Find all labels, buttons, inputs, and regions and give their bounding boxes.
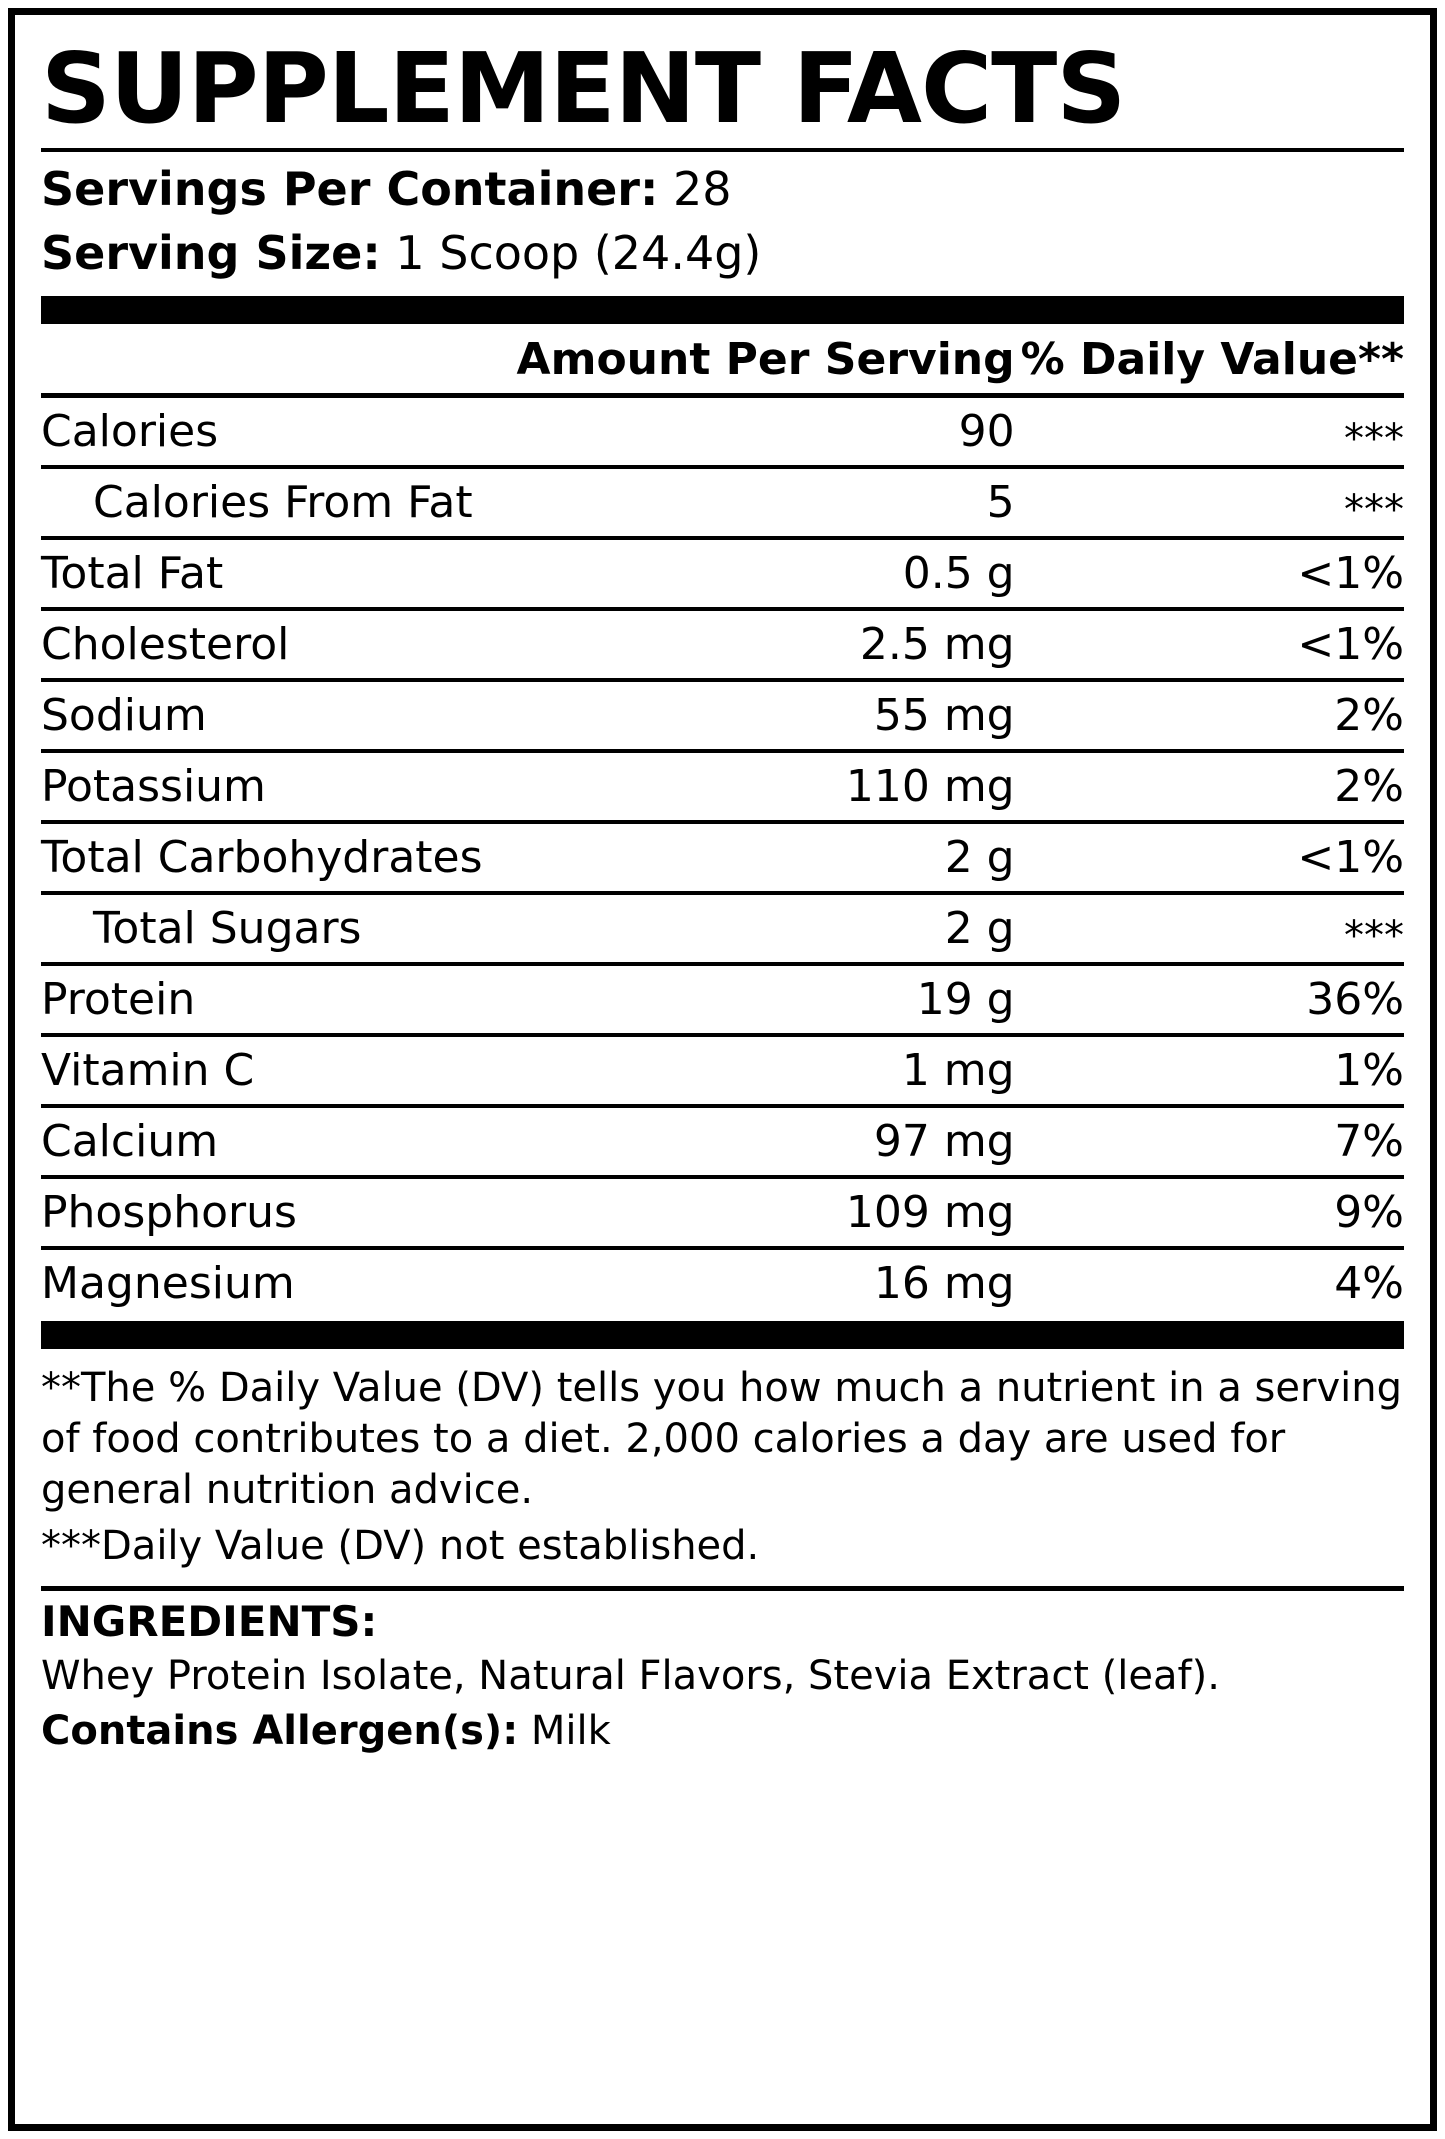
nutrient-daily-value: <1% bbox=[1021, 822, 1404, 893]
divider-above-ingredients bbox=[41, 1586, 1404, 1591]
table-row bbox=[41, 1248, 1404, 1317]
table-row bbox=[41, 893, 1404, 964]
divider-thick-top bbox=[41, 296, 1404, 324]
nutrient-name: Potassium bbox=[41, 751, 517, 822]
table-row bbox=[41, 395, 1404, 467]
nutrient-daily-value: 4% bbox=[1334, 1257, 1404, 1309]
nutrient-daily-value: *** bbox=[1021, 395, 1404, 467]
nutrient-name: Total Fat bbox=[41, 538, 517, 609]
nutrient-amount: 2 g bbox=[517, 822, 1021, 893]
nutrient-amount: 16 mg bbox=[873, 1257, 1015, 1309]
divider-thick-bottom bbox=[41, 1321, 1404, 1349]
nutrient-name: Cholesterol bbox=[41, 609, 517, 680]
table-header-row bbox=[41, 324, 1404, 396]
table-row bbox=[41, 609, 1404, 680]
nutrient-name: Calcium bbox=[41, 1106, 517, 1177]
divider-under-title bbox=[41, 148, 1404, 152]
nutrient-name: Magnesium bbox=[41, 1257, 295, 1309]
nutrient-name: Phosphorus bbox=[41, 1177, 517, 1248]
nutrient-daily-value: <1% bbox=[1021, 609, 1404, 680]
page-title: SUPPLEMENT FACTS bbox=[41, 32, 1126, 145]
nutrient-amount: 97 mg bbox=[517, 1106, 1021, 1177]
serving-size-value: 1 Scoop (24.4g) bbox=[395, 225, 762, 280]
nutrient-daily-value: 2% bbox=[1021, 751, 1404, 822]
servings-per-container-label: Servings Per Container: bbox=[41, 161, 659, 216]
nutrient-name: Sodium bbox=[41, 680, 517, 751]
servings-per-container-row bbox=[41, 158, 1404, 220]
table-row bbox=[41, 1106, 1404, 1177]
nutrition-table bbox=[41, 324, 1404, 1317]
allergen-value: Milk bbox=[530, 1707, 611, 1754]
nutrient-amount: 90 bbox=[517, 395, 1021, 467]
column-header-daily-value: % Daily Value** bbox=[1021, 324, 1404, 396]
servings-per-container-value: 28 bbox=[673, 161, 732, 216]
nutrient-amount: 5 bbox=[517, 467, 1021, 538]
table-row bbox=[41, 680, 1404, 751]
nutrient-daily-value: 36% bbox=[1021, 964, 1404, 1035]
allergen-row bbox=[41, 1708, 1404, 1754]
nutrient-daily-value: 2% bbox=[1021, 680, 1404, 751]
footnote-not-established: ***Daily Value (DV) not established. bbox=[41, 1522, 760, 1569]
column-header-amount: Amount Per Serving bbox=[517, 324, 1021, 396]
nutrient-name: Calories From Fat bbox=[41, 467, 517, 538]
table-row bbox=[41, 538, 1404, 609]
nutrient-amount: 1 mg bbox=[517, 1035, 1021, 1106]
serving-size-row bbox=[41, 222, 1404, 284]
table-row bbox=[41, 467, 1404, 538]
table-row bbox=[41, 1177, 1404, 1248]
allergen-label: Contains Allergen(s): bbox=[41, 1707, 519, 1754]
nutrient-name: Total Sugars bbox=[41, 893, 517, 964]
nutrient-amount: 109 mg bbox=[517, 1177, 1021, 1248]
nutrient-amount: 0.5 g bbox=[517, 538, 1021, 609]
nutrient-daily-value: *** bbox=[1021, 893, 1404, 964]
nutrient-amount: 110 mg bbox=[517, 751, 1021, 822]
nutrient-amount: 2 g bbox=[517, 893, 1021, 964]
nutrient-name: Vitamin C bbox=[41, 1035, 517, 1106]
serving-size-label: Serving Size: bbox=[41, 225, 381, 280]
column-header-nutrient bbox=[41, 324, 517, 396]
nutrient-amount: 19 g bbox=[517, 964, 1021, 1035]
supplement-facts-panel bbox=[8, 8, 1437, 2131]
footnotes bbox=[41, 1363, 1404, 1572]
nutrient-name: Total Carbohydrates bbox=[41, 822, 517, 893]
table-row bbox=[41, 822, 1404, 893]
nutrient-amount: 2.5 mg bbox=[517, 609, 1021, 680]
nutrient-daily-value: *** bbox=[1021, 467, 1404, 538]
nutrient-name: Calories bbox=[41, 395, 517, 467]
nutrient-amount: 55 mg bbox=[517, 680, 1021, 751]
nutrient-daily-value: 7% bbox=[1021, 1106, 1404, 1177]
footnote-daily-value: **The % Daily Value (DV) tells you how much a nutrient in a serving of food contributes to a diet. 2,000 calories a day are used for general nutrition advice. bbox=[41, 1364, 1402, 1514]
nutrient-daily-value: 9% bbox=[1021, 1177, 1404, 1248]
nutrient-daily-value: <1% bbox=[1021, 538, 1404, 609]
nutrient-daily-value: 1% bbox=[1021, 1035, 1404, 1106]
table-row bbox=[41, 964, 1404, 1035]
ingredients-title: INGREDIENTS: bbox=[41, 1596, 378, 1646]
table-row bbox=[41, 1035, 1404, 1106]
table-row bbox=[41, 751, 1404, 822]
ingredients-body: Whey Protein Isolate, Natural Flavors, Stevia Extract (leaf). bbox=[41, 1652, 1220, 1699]
nutrient-name: Protein bbox=[41, 964, 517, 1035]
